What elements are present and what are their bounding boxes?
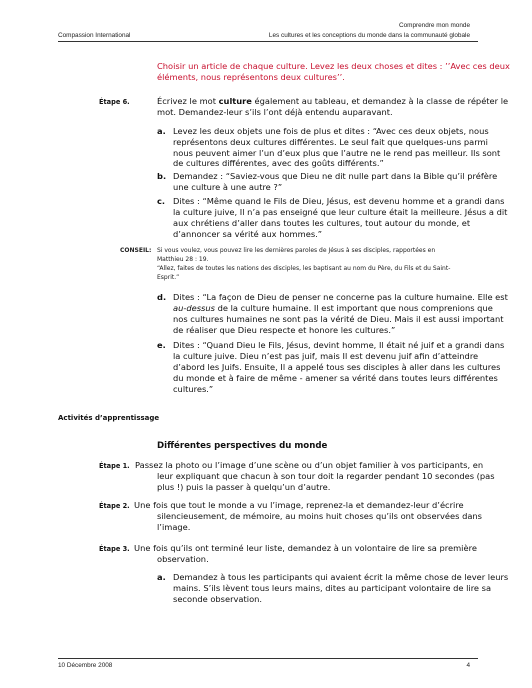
activity-step3-line: observation.: [157, 554, 209, 564]
step6-item-a-letter: a.: [157, 126, 166, 136]
header-title: Comprendre mon monde: [398, 22, 470, 29]
activity-step1-line: plus !) puis la passer à quelqu’un d’autre.: [157, 482, 331, 492]
item-e-line: du monde et à faire de même - amener sa vérité dans toutes leurs différentes: [173, 373, 498, 383]
conseil-line-4: Esprit.”: [157, 274, 180, 281]
step6-item-b-line: une culture à une autre ?”: [173, 182, 283, 192]
step6-keyword: culture: [218, 96, 252, 106]
item-e-line: d’abord les Juifs. Ensuite, Il a appelé tous ses disciples à aller dans les cultures: [173, 362, 501, 372]
step6-item-a-line: représentons deux cultures différentes. Le seul fait que quelques-uns parmi: [173, 137, 488, 147]
step6-item-c-line: aux chrétiens d’aller dans toutes les cultures, tout autour du monde, et: [173, 218, 471, 228]
step6-line-1-post: également au tableau, et demandez à la classe de répéter le: [251, 96, 509, 106]
activity-step2-line: silencieusement, de mémoire, au moins huit choses qu’ils ont observées dans: [157, 511, 483, 521]
step6-item-a-line: nous peuvent aimer l’un d’eux plus que l’autre ne le rend pas meilleur. Ils sont: [173, 148, 501, 158]
step6-line-1-pre: Écrivez le mot: [157, 96, 219, 106]
activity-step2-label: Étape 2.: [99, 502, 130, 510]
item-e-letter: e.: [157, 340, 166, 350]
activity-step3-item-a-line: Demandez à tous les participants qui avaient écrit la même chose de lever leurs: [173, 572, 509, 582]
step6-item-b-line: Demandez : “Saviez-vous que Dieu ne dit nulle part dans la Bible qu’il préfère: [173, 171, 498, 181]
step6-item-c-letter: c.: [157, 196, 166, 206]
item-d-line-2-post: de la culture humaine. Il est important que nous comprenions que: [214, 303, 493, 313]
item-d-emphasis: au-dessus: [173, 303, 215, 313]
step6-line-2: mot. Demandez-leur s’ils l’ont déjà entendu auparavant.: [157, 107, 393, 117]
conseil-line-1: Si vous voulez, vous pouvez lire les dernières paroles de Jésus à ses disciples, rapportées en: [157, 247, 436, 254]
step6-item-c-line: Dites : “Même quand le Fils de Dieu, Jésus, est devenu homme et a grandi dans: [173, 196, 505, 206]
item-d-line-4: de réaliser que Dieu respecte et honore les cultures.”: [173, 325, 396, 335]
activity-step3-item-a-line: seconde observation.: [173, 594, 263, 604]
item-d-letter: d.: [157, 292, 167, 302]
footer-date: 10 Décembre 2008: [58, 662, 113, 669]
item-d-line-1: Dites : “La façon de Dieu de penser ne concerne pas la culture humaine. Elle est: [173, 292, 508, 302]
footer-page-number: 4: [466, 662, 470, 669]
activity-step2-line: l’image.: [157, 522, 191, 532]
activity-step1-label: Étape 1.: [99, 462, 130, 470]
step6-item-a-line: de cultures différentes, avec des goûts différents.”: [173, 158, 384, 168]
activity-step3-item-a-letter: a.: [157, 572, 166, 582]
item-e-line: Dites : “Quand Dieu le Fils, Jésus, devint homme, Il était né juif et a grandi dans: [173, 340, 505, 350]
step6-item-c-line: d’annoncer sa vérité aux hommes.”: [173, 229, 323, 239]
intro-line-1: Choisir un article de chaque culture. Levez les deux choses et dites : ’’Avec ces deux: [157, 61, 510, 71]
activity-step3-item-a-line: mains. S’ils lèvent tous leurs mains, dites au participant volontaire de lire sa: [173, 583, 492, 593]
activities-subheading: Différentes perspectives du monde: [157, 441, 328, 451]
step6-line-1: [157, 96, 508, 107]
intro-line-2: éléments, nous représentons deux cultures’’.: [157, 72, 345, 82]
step6-item-a-line: Levez les deux objets une fois de plus et dites : “Avec ces deux objets, nous: [173, 126, 489, 136]
header-rule: [58, 41, 478, 42]
header-org: Compassion International: [58, 32, 131, 39]
activity-step2-line: Une fois que tout le monde a vu l’image, reprenez-la et demandez-leur d’écrire: [134, 500, 464, 510]
conseil-line-2: Matthieu 28 : 19.: [157, 256, 209, 263]
footer-rule: [58, 658, 478, 659]
item-e-line: cultures.”: [173, 384, 214, 394]
activity-step1-line: leur expliquant que chacun à son tour doit la regarder pendant 10 secondes (pas: [157, 471, 495, 481]
step6-item-c-line: la culture juive, Il n’a pas enseigné que leur culture était la meilleure. Jésus a dit: [173, 207, 508, 217]
activity-step3-label: Étape 3.: [99, 545, 130, 553]
activity-step3-line: Une fois qu’ils ont terminé leur liste, demandez à un volontaire de lire sa première: [134, 543, 477, 553]
item-d-line-2: [173, 303, 493, 314]
conseil-label: CONSEIL:: [120, 247, 152, 254]
item-d-line-3: nos cultures humaines ne sont pas la vérité de Dieu. Mais il est aussi important: [173, 314, 504, 324]
activity-step1-line: Passez la photo ou l’image d’une scène ou d’un objet familier à vos participants, en: [135, 460, 484, 470]
header-subtitle: Les cultures et les conceptions du monde dans la communauté globale: [268, 32, 470, 39]
item-e-line: la culture juive. Dieu n’est pas juif, mais Il est devenu juif afin d’atteindre: [173, 351, 479, 361]
activities-heading: Activités d’apprentissage: [58, 414, 160, 422]
step6-item-b-letter: b.: [157, 171, 167, 181]
conseil-line-3: “Allez, faites de toutes les nations des disciples, les baptisant au nom du Père, du Fils et du Saint-: [157, 265, 451, 272]
step6-label: Étape 6.: [99, 98, 130, 106]
